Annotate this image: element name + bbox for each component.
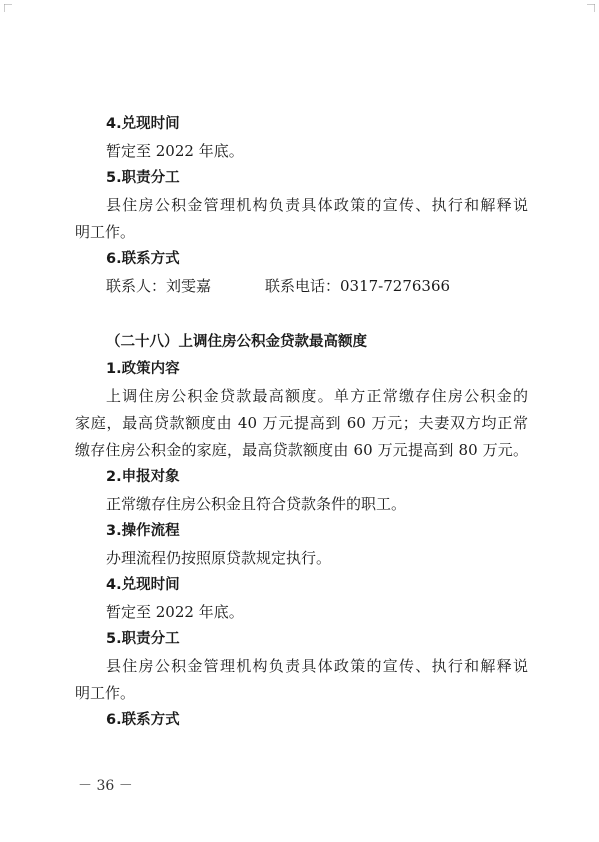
- heading-contact-1: 6.联系方式: [106, 251, 180, 267]
- text-duty-2a: 县住房公积金管理机构负责具体政策的宣传、执行和解释说: [106, 657, 528, 675]
- text-duty-2b: 明工作。: [75, 684, 136, 702]
- heading-process: 3.操作流程: [106, 523, 180, 539]
- contact-phone: 联系电话：0317-7276366: [265, 277, 451, 295]
- page-number: － 36 －: [78, 778, 133, 794]
- text-target: 正常缴存住房公积金且符合贷款条件的职工。: [106, 495, 407, 513]
- heading-target: 2.申报对象: [106, 469, 180, 485]
- contact-line-1: [106, 276, 599, 296]
- contact-person: 联系人：刘雯嘉: [106, 277, 212, 295]
- heading-time-1: 4.兑现时间: [106, 116, 180, 132]
- text-duty-1a: 县住房公积金管理机构负责具体政策的宣传、执行和解释说: [106, 196, 528, 214]
- text-duty-1b: 明工作。: [75, 223, 136, 241]
- heading-duty-1: 5.职责分工: [106, 170, 180, 186]
- text-time-2: 暂定至 2022 年底。: [106, 603, 244, 621]
- text-content-2: 家庭，最高贷款额度由 40 万元提高到 60 万元；夫妻双方均正常: [75, 414, 528, 432]
- text-content-1: 上调住房公积金贷款最高额度。单方正常缴存住房公积金的: [106, 387, 528, 405]
- text-time-1: 暂定至 2022 年底。: [106, 142, 244, 160]
- crop-mark-top-right: [587, 4, 595, 12]
- heading-duty-2: 5.职责分工: [106, 631, 180, 647]
- heading-content: 1.政策内容: [106, 361, 180, 377]
- heading-contact-2: 6.联系方式: [106, 712, 180, 728]
- text-process: 办理流程仍按照原贷款规定执行。: [106, 549, 332, 567]
- crop-mark-top-left: [4, 4, 12, 12]
- heading-time-2: 4.兑现时间: [106, 577, 180, 593]
- text-content-3: 缴存住房公积金的家庭，最高贷款额度由 60 万元提高到 80 万元。: [75, 441, 528, 459]
- section-title: （二十八）上调住房公积金贷款最高额度: [106, 334, 367, 350]
